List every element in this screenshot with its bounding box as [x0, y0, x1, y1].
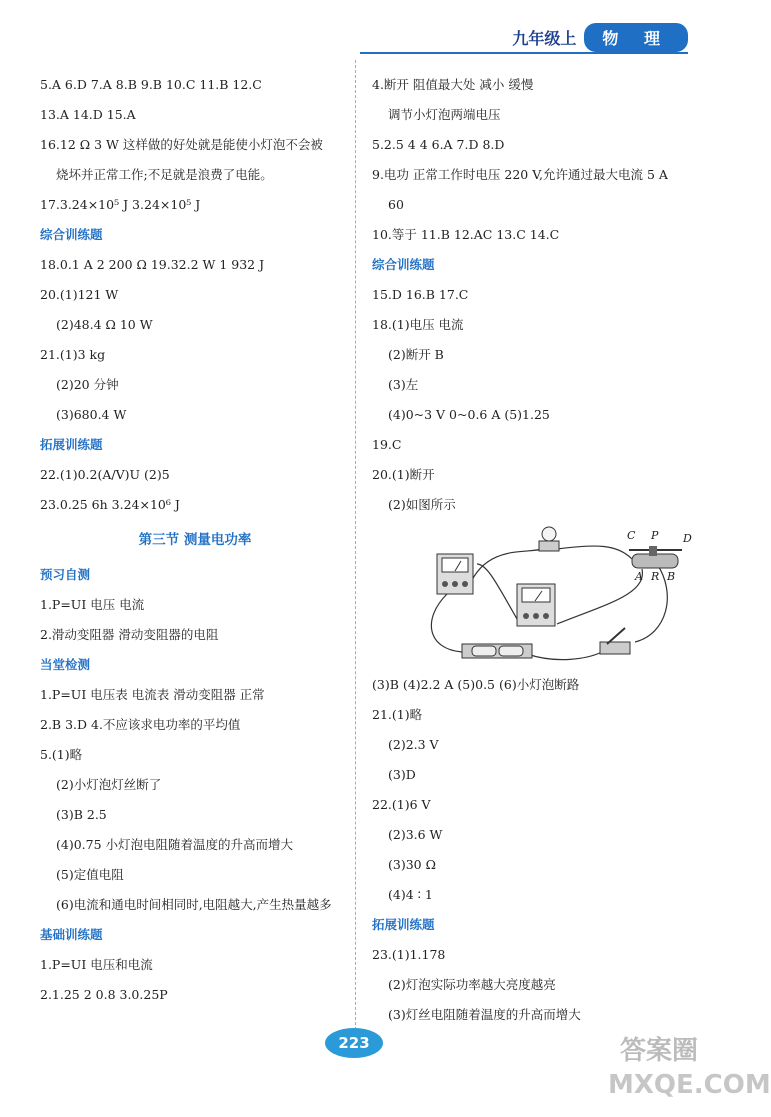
answer-line: 21.(1)3 kg [40, 347, 106, 362]
answer-line: 23.0.25 6h 3.24×10⁶ J [40, 497, 180, 512]
answer-line: (2)3.6 W [388, 827, 443, 842]
answer-line: (2)如图所示 [388, 497, 456, 512]
answer-line: 16.12 Ω 3 W 这样做的好处就是能使小灯泡不会被 [40, 137, 323, 152]
wire [431, 594, 462, 652]
label-d: D [683, 532, 692, 545]
section-heading: 综合训练题 [372, 257, 435, 272]
answer-line: 2.滑动变阻器 滑动变阻器的电阻 [40, 627, 219, 642]
answer-line: 5.2.5 4 4 6.A 7.D 8.D [372, 137, 505, 152]
answer-line: 5.(1)略 [40, 747, 83, 762]
answer-line: 烧坏并正常工作;不足就是浪费了电能。 [56, 167, 273, 182]
answer-line: (4)0.75 小灯泡电阻随着温度的升高而增大 [56, 837, 294, 852]
answer-line: 22.(1)6 V [372, 797, 431, 812]
wire [477, 564, 517, 619]
answer-line: 13.A 14.D 15.A [40, 107, 136, 122]
answer-line: 15.D 16.B 17.C [372, 287, 469, 302]
answer-line: 调节小灯泡两端电压 [388, 107, 501, 122]
answer-line: (6)电流和通电时间相同时,电阻越大,产生热量越多 [56, 897, 332, 912]
answer-line: 23.(1)1.178 [372, 947, 446, 962]
page-number: 223 [325, 1028, 383, 1058]
answer-line: (4)0~3 V 0~0.6 A (5)1.25 [388, 407, 550, 422]
answer-line: (3)30 Ω [388, 857, 436, 872]
label-p: P [651, 529, 659, 542]
left-column [40, 70, 350, 1010]
battery-icon [462, 644, 532, 658]
answer-line: (3)B 2.5 [56, 807, 107, 822]
answer-line: 5.A 6.D 7.A 8.B 9.B 10.C 11.B 12.C [40, 77, 262, 92]
wire [527, 652, 602, 660]
lesson-title: 第三节 测量电功率 [138, 532, 252, 548]
answer-line: 10.等于 11.B 12.AC 13.C 14.C [372, 227, 560, 242]
answer-line: (3)D [388, 767, 416, 782]
answer-line: (3)680.4 W [56, 407, 127, 422]
answer-line: (3)灯丝电阻随着温度的升高而增大 [388, 1007, 581, 1022]
ammeter-icon [517, 584, 555, 626]
light-bulb-icon [539, 527, 559, 551]
watermark-logo: 答案圈 [620, 1036, 699, 1066]
section-heading: 预习自测 [40, 567, 91, 582]
answer-line: (5)定值电阻 [56, 867, 124, 882]
answer-line: 4.断开 阻值最大处 减小 缓慢 [372, 77, 534, 92]
grade-label: 九年级上 [512, 28, 577, 48]
voltmeter-icon [437, 554, 473, 594]
column-divider [355, 60, 356, 1045]
page-header [512, 22, 688, 52]
section-heading: 拓展训练题 [372, 917, 435, 932]
header-rule [360, 52, 688, 54]
answer-line: (2)2.3 V [388, 737, 439, 752]
answer-line: (4)4 ∶ 1 [388, 887, 433, 902]
answer-line: 18.(1)电压 电流 [372, 317, 464, 332]
answer-line: 21.(1)略 [372, 707, 423, 722]
watermark-url: MXQE.COM [608, 1070, 771, 1100]
answer-line: (2)灯泡实际功率越大亮度越亮 [388, 977, 556, 992]
switch-icon [600, 628, 630, 654]
answer-line: 60 [388, 197, 404, 212]
answer-line: (3)B (4)2.2 A (5)0.5 (6)小灯泡断路 [372, 677, 580, 692]
section-heading: 综合训练题 [40, 227, 103, 242]
wire [557, 546, 632, 559]
wire [469, 549, 542, 586]
answer-line: 9.电功 正常工作时电压 220 V,允许通过最大电流 5 A [372, 167, 668, 182]
rheostat-icon [629, 546, 682, 568]
answer-line: 19.C [372, 437, 402, 452]
section-heading: 基础训练题 [40, 927, 103, 942]
answer-line: 1.P=UI 电压表 电流表 滑动变阻器 正常 [40, 687, 265, 702]
answer-line: (2)断开 B [388, 347, 444, 362]
answer-line: (3)左 [388, 377, 419, 392]
label-c: C [627, 529, 636, 542]
answer-line: 18.0.1 A 2 200 Ω 19.32.2 W 1 932 J [40, 257, 265, 272]
label-r: R [651, 570, 660, 583]
section-heading: 拓展训练题 [40, 437, 103, 452]
section-heading: 当堂检测 [40, 657, 91, 672]
wire [557, 569, 642, 624]
label-a: A [635, 570, 643, 583]
answer-line: 17.3.24×10⁵ J 3.24×10⁵ J [40, 197, 201, 212]
answer-line: 1.P=UI 电压 电流 [40, 597, 145, 612]
answer-line: 22.(1)0.2(A/V)U (2)5 [40, 467, 170, 482]
answer-line: 1.P=UI 电压和电流 [40, 957, 153, 972]
answer-line: 20.(1)121 W [40, 287, 119, 302]
label-b: B [667, 570, 676, 583]
answer-line: (2)48.4 Ω 10 W [56, 317, 153, 332]
subject-badge: 物 理 [584, 23, 688, 52]
answer-line: 2.B 3.D 4.不应该求电功率的平均值 [40, 717, 241, 732]
answer-line: 20.(1)断开 [372, 467, 435, 482]
answer-line: (2)小灯泡灯丝断了 [56, 777, 162, 792]
answer-line: 2.1.25 2 0.8 3.0.25P [40, 987, 168, 1002]
circuit-svg [417, 524, 697, 664]
right-column [372, 70, 712, 1030]
answer-line: (2)20 分钟 [56, 377, 119, 392]
circuit-diagram [417, 524, 697, 664]
